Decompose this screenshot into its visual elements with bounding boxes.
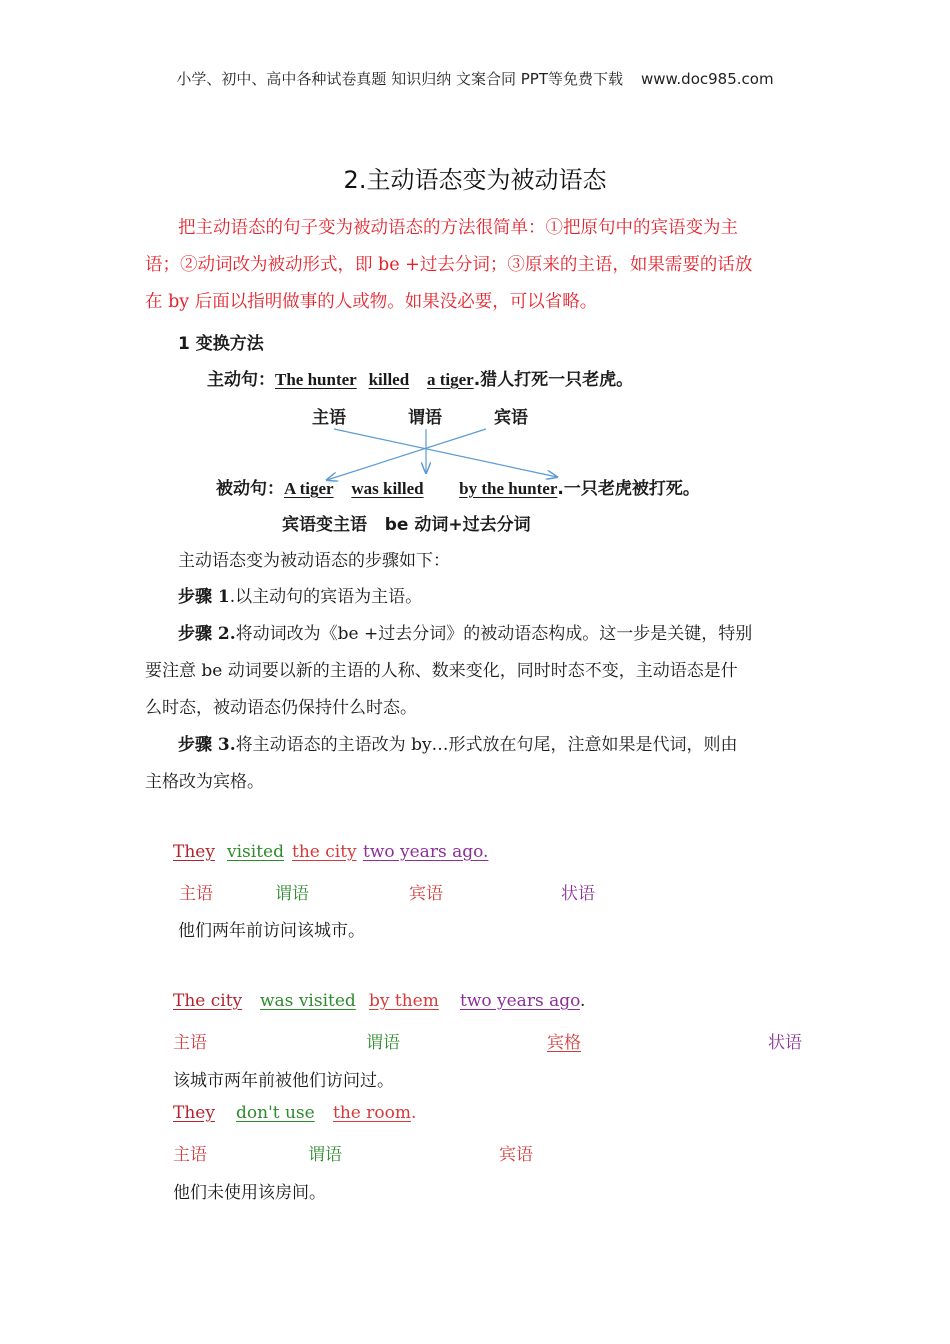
ex3-translation: 他们未使用该房间。	[173, 1183, 326, 1203]
header-text: 小学、初中、高中各种试卷真题 知识归纳 文案合同 PPT等免费下载	[176, 70, 623, 88]
step-3-line-1	[178, 730, 738, 755]
passive-notes	[282, 510, 531, 535]
ex1-word-subject: They	[173, 842, 215, 862]
intro-line-3: 在 by 后面以指明做事的人或物。如果没必要，可以省略。	[145, 292, 598, 312]
ex3-word-subject: They	[173, 1103, 215, 1123]
ex1-translation: 他们两年前访问该城市。	[178, 921, 365, 941]
ex3-period: .	[410, 1103, 417, 1123]
active-object: a tiger	[426, 370, 474, 389]
step-3-label: 步骤 3.	[178, 735, 236, 755]
arrow-subject-to-agent	[334, 429, 557, 477]
passive-agent: by the hunter	[459, 479, 558, 498]
step-1-text: .以主动句的宾语为主语。	[229, 587, 423, 607]
steps-intro: 主动语态变为被动语态的步骤如下：	[178, 551, 450, 571]
ex3-word-object-wrap	[333, 1103, 416, 1123]
ex1-word-predicate: visited	[227, 842, 284, 862]
ex1-word-object: the city	[292, 842, 357, 862]
step-2-text-1: 将动词改为《be +过去分词》的被动语态构成。这一步是关键，特别	[235, 624, 753, 644]
ex1-word-adverbial: two years ago.	[363, 842, 489, 862]
section-heading: 1 变换方法	[178, 334, 264, 354]
ex3-role-object: 宾语	[499, 1145, 533, 1165]
page-title: 2.主动语态变为被动语态	[343, 166, 607, 194]
passive-label: 被动句：	[216, 479, 284, 499]
step-2-label: 步骤 2.	[178, 624, 236, 644]
header-url[interactable]: www.doc985.com	[640, 70, 774, 88]
ex1-role-adverbial: 状语	[561, 884, 595, 904]
ex2-word-subject: The city	[173, 991, 243, 1011]
role-object: 宾语	[494, 408, 528, 428]
ex2-period: .	[580, 991, 586, 1011]
step-3-line-2: 主格改为宾格。	[145, 772, 264, 792]
ex2-role-objective-case: 宾格	[547, 1033, 581, 1053]
passive-sentence	[216, 474, 700, 499]
note-be-past-participle: be 动词+过去分词	[384, 515, 531, 535]
ex3-word-object: the room	[333, 1103, 411, 1123]
passive-verb: was killed	[351, 479, 424, 498]
ex3-word-predicate: don't use	[236, 1103, 315, 1123]
step-1	[178, 582, 422, 607]
ex1-role-object: 宾语	[409, 884, 443, 904]
ex2-word-adverbial: two years ago	[460, 991, 581, 1011]
ex1-role-subject: 主语	[179, 884, 213, 904]
step-3-text-1: 将主动语态的主语改为 by…形式放在句尾，注意如果是代词，则由	[235, 735, 738, 755]
role-predicate: 谓语	[408, 408, 442, 428]
intro-line-2: 语；②动词改为被动形式，即 be +过去分词；③原来的主语，如果需要的话放	[145, 255, 753, 275]
passive-subject: A tiger	[284, 479, 334, 498]
active-tail: .猎人打死一只老虎。	[473, 370, 634, 390]
ex1-role-predicate: 谓语	[275, 884, 309, 904]
arrow-object-to-subject	[327, 429, 486, 480]
active-label: 主动句：	[207, 370, 275, 390]
step-2-line-3: 么时态，被动语态仍保持什么时态。	[145, 698, 417, 718]
step-2-line-1	[178, 619, 752, 644]
role-subject: 主语	[312, 408, 346, 428]
ex2-role-subject: 主语	[173, 1033, 207, 1053]
ex2-word-adverbial-wrap	[460, 991, 585, 1011]
note-object-becomes-subject: 宾语变主语	[282, 515, 367, 535]
ex2-role-predicate: 谓语	[366, 1033, 400, 1053]
ex3-role-subject: 主语	[173, 1145, 207, 1165]
ex2-word-predicate: was visited	[260, 991, 356, 1011]
step-1-label: 步骤 1	[178, 587, 230, 607]
active-verb: killed	[368, 370, 410, 389]
step-2-line-2: 要注意 be 动词要以新的主语的人称、数来变化，同时时态不变，主动语态是什	[145, 661, 738, 681]
intro-line-1: 把主动语态的句子变为被动语态的方法很简单：①把原句中的宾语变为主	[178, 218, 738, 238]
ex3-role-predicate: 谓语	[308, 1145, 342, 1165]
ex2-role-adverbial: 状语	[768, 1033, 802, 1053]
ex2-word-agent: by them	[369, 991, 439, 1011]
ex2-translation: 该城市两年前被他们访问过。	[173, 1071, 394, 1091]
active-subject: The hunter	[275, 370, 357, 389]
passive-tail: .一只老虎被打死。	[557, 479, 700, 499]
